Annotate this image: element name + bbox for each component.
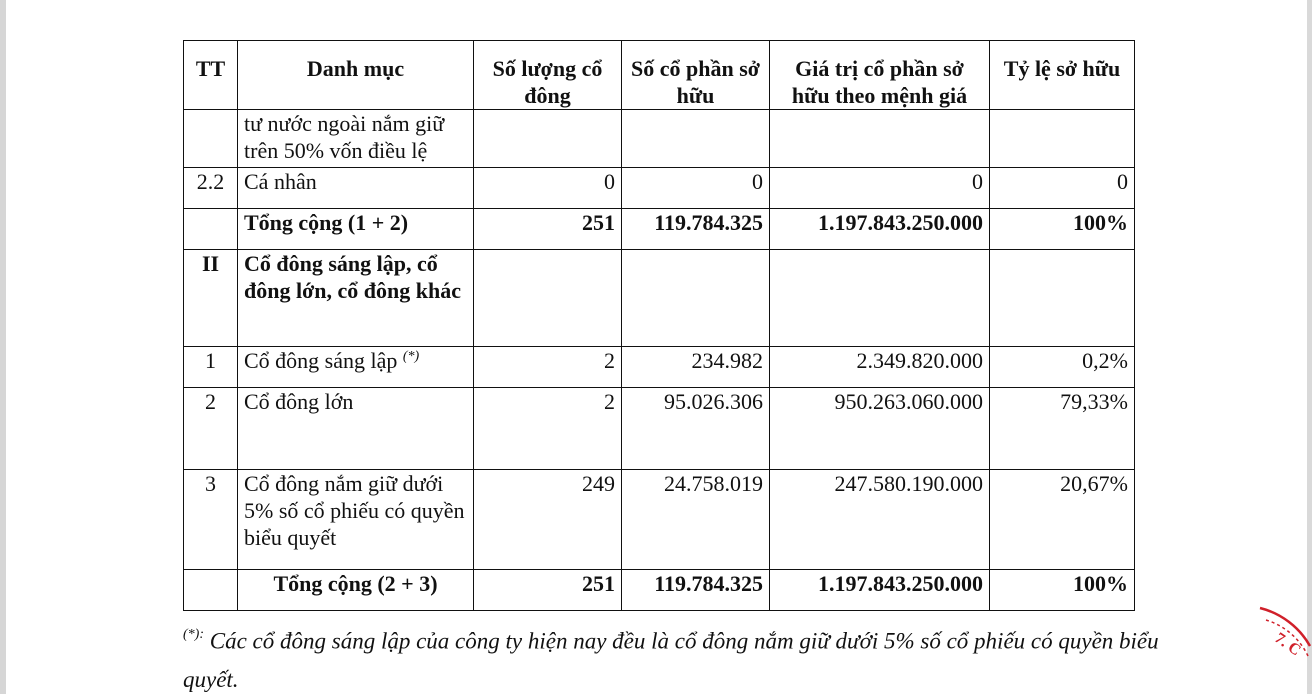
table-row <box>184 110 1135 168</box>
total-row <box>184 209 1135 250</box>
cell-value: 0 <box>770 168 990 209</box>
cell-value: 2.349.820.000 <box>770 347 990 388</box>
footnote <box>183 618 1163 699</box>
cell-value <box>770 250 990 347</box>
cell-holders: 249 <box>474 470 622 570</box>
cell-name: Tổng cộng (2 + 3) <box>238 570 474 611</box>
cell-ratio <box>990 250 1135 347</box>
cell-ratio <box>990 110 1135 168</box>
cell-name: Tổng cộng (1 + 2) <box>238 209 474 250</box>
cell-tt: 2 <box>184 388 238 470</box>
cell-ratio: 0,2% <box>990 347 1135 388</box>
cell-name <box>238 347 474 388</box>
header-tt: TT <box>184 41 238 110</box>
table-row <box>184 470 1135 570</box>
cell-tt: 2.2 <box>184 168 238 209</box>
header-danh-muc: Danh mục <box>238 41 474 110</box>
cell-value: 247.580.190.000 <box>770 470 990 570</box>
cell-ratio: 0 <box>990 168 1135 209</box>
cell-value <box>770 110 990 168</box>
cell-name: Cá nhân <box>238 168 474 209</box>
cell-tt: II <box>184 250 238 347</box>
table-row <box>184 388 1135 470</box>
cell-value: 1.197.843.250.000 <box>770 209 990 250</box>
cell-holders: 0 <box>474 168 622 209</box>
cell-tt: 3 <box>184 470 238 570</box>
cell-name-text: Cổ đông sáng lập <box>244 348 398 373</box>
section-row <box>184 250 1135 347</box>
cell-shares <box>622 110 770 168</box>
cell-name: Cổ đông nắm giữ dưới 5% số cổ phiếu có quyền biểu quyết <box>238 470 474 570</box>
cell-shares: 95.026.306 <box>622 388 770 470</box>
red-seal-stamp <box>1252 606 1312 694</box>
header-gia-tri: Giá trị cổ phần sở hữu theo mệnh giá <box>770 41 990 110</box>
cell-name: tư nước ngoài nắm giữ trên 50% vốn điều lệ <box>238 110 474 168</box>
cell-holders: 251 <box>474 209 622 250</box>
cell-holders: 2 <box>474 347 622 388</box>
cell-tt <box>184 209 238 250</box>
cell-name: Cổ đông sáng lập, cổ đông lớn, cổ đông khác <box>238 250 474 347</box>
cell-value: 950.263.060.000 <box>770 388 990 470</box>
scan-edge-left <box>0 0 6 694</box>
cell-shares: 234.982 <box>622 347 770 388</box>
cell-ratio: 20,67% <box>990 470 1135 570</box>
cell-shares: 119.784.325 <box>622 209 770 250</box>
cell-shares: 24.758.019 <box>622 470 770 570</box>
shareholder-table <box>183 40 1135 611</box>
cell-tt <box>184 570 238 611</box>
cell-holders <box>474 250 622 347</box>
header-ty-le: Tỷ lệ sở hữu <box>990 41 1135 110</box>
footnote-marker: (*) <box>402 349 420 364</box>
cell-ratio: 100% <box>990 209 1135 250</box>
cell-holders <box>474 110 622 168</box>
cell-tt <box>184 110 238 168</box>
cell-shares: 119.784.325 <box>622 570 770 611</box>
cell-ratio: 79,33% <box>990 388 1135 470</box>
stamp-text: 7. C <box>1271 629 1304 660</box>
total-row <box>184 570 1135 611</box>
cell-tt: 1 <box>184 347 238 388</box>
footnote-marker: (*): <box>183 627 204 642</box>
cell-shares <box>622 250 770 347</box>
header-so-co-phan: Số cổ phần sở hữu <box>622 41 770 110</box>
scan-edge-right <box>1307 0 1312 694</box>
table-header-row <box>184 41 1135 110</box>
table-row <box>184 347 1135 388</box>
cell-shares: 0 <box>622 168 770 209</box>
table-row <box>184 168 1135 209</box>
cell-holders: 251 <box>474 570 622 611</box>
cell-holders: 2 <box>474 388 622 470</box>
cell-ratio: 100% <box>990 570 1135 611</box>
cell-name: Cổ đông lớn <box>238 388 474 470</box>
footnote-text: Các cổ đông sáng lập của công ty hiện nay đều là cổ đông nắm giữ dưới 5% số cổ phiếu có quyền biểu quyết. <box>183 628 1159 692</box>
header-so-luong-co-dong: Số lượng cổ đông <box>474 41 622 110</box>
cell-value: 1.197.843.250.000 <box>770 570 990 611</box>
